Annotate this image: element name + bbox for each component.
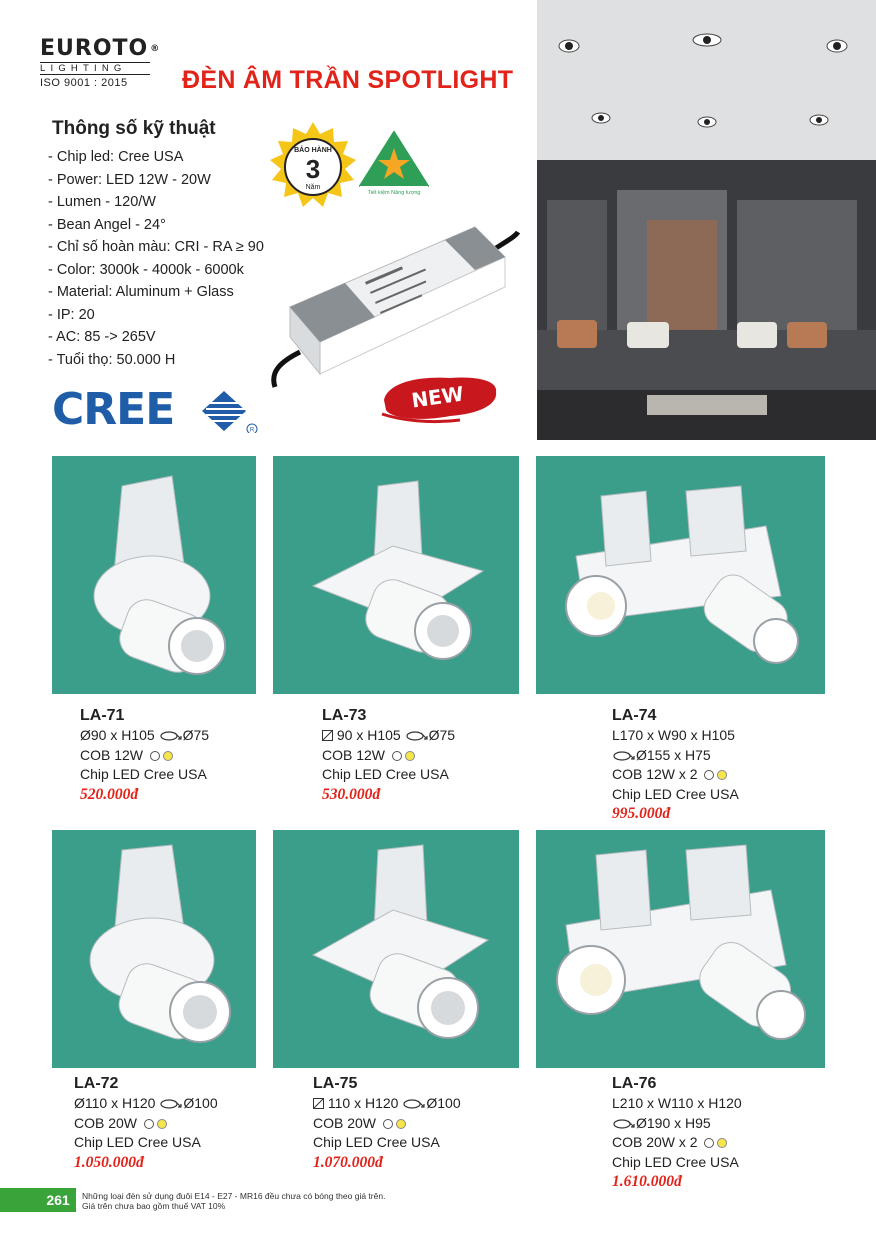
spec-heading: Thông số kỹ thuật bbox=[52, 118, 216, 139]
product-price: 1.050.000đ bbox=[74, 1153, 144, 1171]
product-image-la-75 bbox=[273, 830, 519, 1068]
registered-mark: ® bbox=[150, 44, 161, 54]
square-dimension-icon bbox=[313, 1098, 324, 1109]
product-card-la-72 bbox=[74, 1074, 218, 1173]
cutout-text: Ø75 bbox=[428, 727, 456, 743]
white-light-dot bbox=[704, 1138, 714, 1148]
warranty-unit-text: Năm bbox=[305, 184, 321, 191]
power-text: COB 20W x 2 bbox=[612, 1134, 698, 1150]
double-spotlight-icon bbox=[536, 830, 825, 1068]
product-card-la-73 bbox=[322, 706, 455, 805]
spec-item: - IP: 20 bbox=[48, 306, 95, 323]
spec-item: - Lumen - 120/W bbox=[48, 194, 156, 210]
spec-item: - Chip led: Cree USA bbox=[48, 149, 184, 165]
product-power bbox=[322, 746, 455, 766]
product-power bbox=[612, 1133, 742, 1153]
led-driver-image bbox=[270, 212, 520, 392]
product-model: LA-75 bbox=[313, 1075, 358, 1092]
footer-note: Giá trên chưa bao gồm thuế VAT 10% bbox=[82, 1201, 226, 1211]
product-price: 1.070.000đ bbox=[313, 1153, 383, 1171]
product-model: LA-76 bbox=[612, 1075, 657, 1092]
product-chip: Chip LED Cree USA bbox=[74, 1134, 201, 1150]
product-power bbox=[74, 1114, 218, 1134]
cutout-text: Ø155 x H75 bbox=[636, 746, 711, 763]
page-title: ĐÈN ÂM TRẦN SPOTLIGHT bbox=[182, 66, 514, 94]
warm-light-dot bbox=[163, 751, 173, 761]
product-power bbox=[80, 746, 209, 766]
white-light-dot bbox=[704, 770, 714, 780]
room-interior-photo bbox=[537, 0, 876, 440]
brand-logo bbox=[40, 36, 161, 61]
square-spotlight-icon bbox=[273, 830, 519, 1068]
spec-item: - AC: 85 -> 265V bbox=[48, 329, 156, 345]
product-chip: Chip LED Cree USA bbox=[612, 785, 739, 802]
product-price: 530.000đ bbox=[322, 785, 381, 803]
spec-list bbox=[48, 146, 264, 371]
dimension-text: Ø110 x H120 bbox=[74, 1095, 156, 1111]
white-light-dot bbox=[392, 751, 402, 761]
white-light-dot bbox=[150, 751, 160, 761]
new-label: NEW bbox=[409, 381, 466, 413]
dimension-text: Ø90 x H105 bbox=[80, 727, 155, 743]
spec-item: - Material: Aluminum + Glass bbox=[48, 284, 234, 300]
power-text: COB 20W bbox=[313, 1114, 377, 1131]
product-model: LA-73 bbox=[322, 707, 367, 724]
product-dimensions bbox=[80, 726, 209, 746]
product-power bbox=[313, 1114, 461, 1134]
product-card-la-74 bbox=[612, 706, 739, 824]
product-cutout bbox=[612, 746, 739, 766]
cutout-text: Ø190 x H95 bbox=[636, 1114, 711, 1131]
product-dimensions bbox=[322, 726, 455, 746]
product-model: LA-72 bbox=[74, 1075, 119, 1092]
cree-wordmark: CREE bbox=[52, 384, 175, 435]
power-text: COB 20W bbox=[74, 1114, 138, 1131]
rotation-icon bbox=[612, 1118, 636, 1130]
warm-light-dot bbox=[717, 770, 727, 780]
product-chip: Chip LED Cree USA bbox=[313, 1134, 440, 1150]
brand-name: EUROTO bbox=[40, 36, 149, 61]
product-image-la-72 bbox=[52, 830, 256, 1068]
white-light-dot bbox=[144, 1119, 154, 1129]
warm-light-dot bbox=[396, 1119, 406, 1129]
spec-item: - Bean Angel - 24° bbox=[48, 216, 166, 233]
product-price: 520.000đ bbox=[80, 785, 139, 803]
spec-item: - Tuổi thọ: 50.000 H bbox=[48, 351, 176, 368]
double-spotlight-icon bbox=[536, 456, 825, 694]
product-price: 1.610.000đ bbox=[612, 1173, 682, 1190]
product-card-la-71 bbox=[80, 706, 209, 805]
rotation-icon bbox=[405, 730, 429, 742]
spec-item: - Power: LED 12W - 20W bbox=[48, 171, 211, 188]
product-dimensions: L210 x W110 x H120 bbox=[612, 1095, 742, 1111]
cutout-text: Ø75 bbox=[182, 727, 210, 743]
spec-item: - Chỉ số hoàn màu: CRI - RA ≥ 90 bbox=[48, 239, 264, 255]
footer-note: Những loại đèn sử dụng đuôi E14 - E27 - MR16 đều chưa có bóng theo giá trên. bbox=[82, 1191, 386, 1201]
warranty-badge bbox=[268, 122, 358, 212]
power-text: COB 12W bbox=[322, 746, 386, 763]
warm-light-dot bbox=[157, 1119, 167, 1129]
round-spotlight-icon bbox=[52, 456, 256, 694]
rotation-icon bbox=[159, 1098, 183, 1110]
product-image-la-74 bbox=[536, 456, 825, 694]
product-model: LA-71 bbox=[80, 707, 125, 724]
round-spotlight-icon bbox=[52, 830, 256, 1068]
product-model: LA-74 bbox=[612, 707, 657, 724]
energy-saving-caption: Tiết kiệm Năng lượng bbox=[367, 190, 421, 196]
brand-subtitle: LIGHTING bbox=[40, 62, 150, 75]
rotation-icon bbox=[159, 730, 183, 742]
brand-iso: ISO 9001 : 2015 bbox=[40, 77, 128, 89]
product-card-la-75 bbox=[313, 1074, 461, 1173]
dimension-text: 110 x H120 bbox=[327, 1095, 399, 1111]
square-dimension-icon bbox=[322, 730, 333, 741]
energy-saving-icon bbox=[358, 130, 430, 196]
footer-bar bbox=[0, 1188, 40, 1212]
white-light-dot bbox=[383, 1119, 393, 1129]
square-spotlight-icon bbox=[273, 456, 519, 694]
product-cutout bbox=[612, 1114, 742, 1134]
product-price: 995.000đ bbox=[612, 805, 671, 822]
product-chip: Chip LED Cree USA bbox=[612, 1153, 739, 1170]
power-text: COB 12W bbox=[80, 746, 144, 763]
product-power bbox=[612, 765, 739, 785]
cutout-text: Ø100 bbox=[426, 1095, 461, 1111]
product-image-la-73 bbox=[273, 456, 519, 694]
product-dimensions: L170 x W90 x H105 bbox=[612, 727, 735, 743]
product-image-la-76 bbox=[536, 830, 825, 1068]
warranty-years-text: 3 bbox=[305, 154, 321, 184]
cutout-text: Ø100 bbox=[183, 1095, 218, 1111]
product-chip: Chip LED Cree USA bbox=[322, 766, 449, 782]
product-card-la-76 bbox=[612, 1074, 742, 1192]
product-chip: Chip LED Cree USA bbox=[80, 766, 207, 782]
footer-notes bbox=[82, 1191, 385, 1211]
rotation-icon bbox=[612, 750, 636, 762]
page-number: 261 bbox=[40, 1188, 76, 1212]
product-dimensions bbox=[313, 1094, 461, 1114]
rotation-icon bbox=[402, 1098, 426, 1110]
warranty-top-text: BẢO HÀNH bbox=[294, 147, 332, 154]
dimension-text: 90 x H105 bbox=[336, 727, 401, 743]
warm-light-dot bbox=[717, 1138, 727, 1148]
brand-block bbox=[40, 36, 161, 89]
svg-text:R: R bbox=[249, 427, 255, 433]
warm-light-dot bbox=[405, 751, 415, 761]
power-text: COB 12W x 2 bbox=[612, 766, 698, 782]
cree-diamond-icon bbox=[202, 389, 258, 433]
product-image-la-71 bbox=[52, 456, 256, 694]
cree-logo bbox=[52, 385, 262, 435]
spec-item: - Color: 3000k - 4000k - 6000k bbox=[48, 261, 244, 278]
new-stamp bbox=[380, 370, 500, 426]
product-dimensions bbox=[74, 1094, 218, 1114]
